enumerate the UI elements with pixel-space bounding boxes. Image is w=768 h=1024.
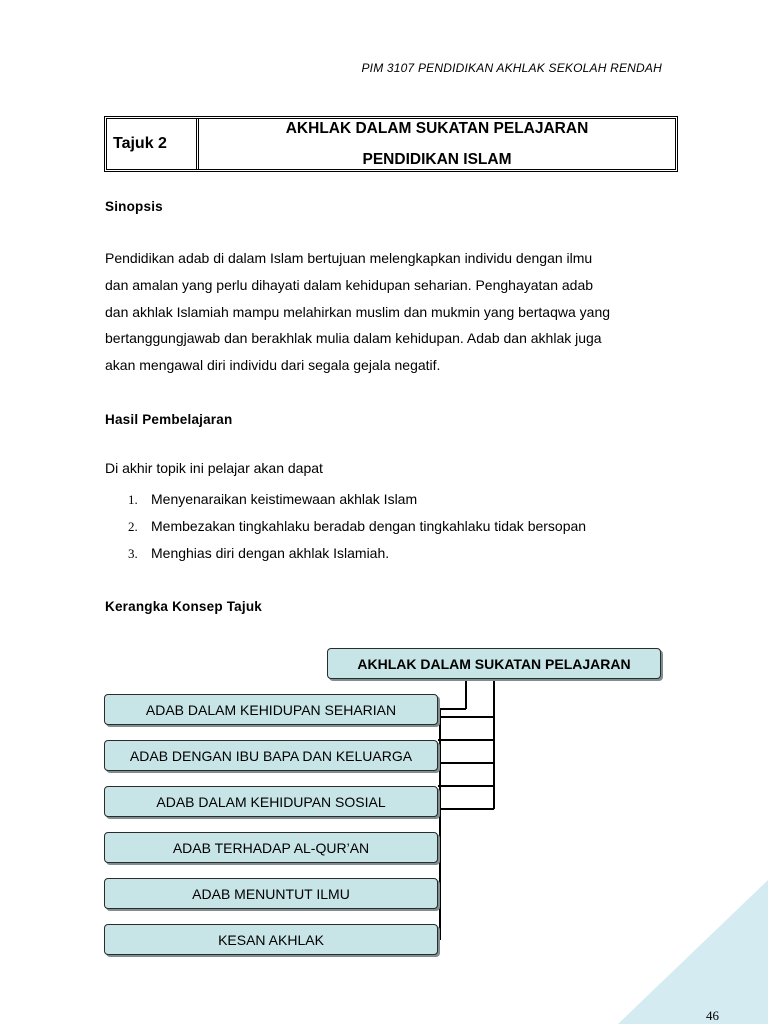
synopsis-heading: Sinopsis xyxy=(105,199,163,214)
synopsis-line: dan akhlak Islamiah mampu melahirkan muslim dan mukmin yang bertaqwa yang xyxy=(105,303,611,320)
framework-heading: Kerangka Konsep Tajuk xyxy=(105,599,262,614)
synopsis-line: Pendidikan adab di dalam Islam bertujuan melengkapkan individu dengan ilmu xyxy=(105,250,593,266)
topic-label: Tajuk 2 xyxy=(107,119,199,169)
topic-title-line-2: PENDIDIKAN ISLAM xyxy=(362,151,512,168)
outcomes-heading: Hasil Pembelajaran xyxy=(105,412,233,427)
list-text: Membezakan tingkahlaku beradab dengan tingkahlaku tidak bersopan xyxy=(151,518,587,534)
list-number: 1. xyxy=(128,492,138,507)
list-text: Menyenaraikan keistimewaan akhlak Islam xyxy=(151,491,418,507)
list-number: 3. xyxy=(128,546,138,561)
topic-title-line-1: AKHLAK DALAM SUKATAN PELAJARAN xyxy=(285,120,589,137)
synopsis-line: dan amalan yang perlu dihayati dalam kehidupan seharian. Penghayatan adab xyxy=(105,276,594,293)
framework-node: ADAB DALAM KEHIDUPAN SEHARIAN xyxy=(104,694,438,725)
framework-node: ADAB MENUNTUT ILMU xyxy=(104,878,438,909)
list-text: Menghias diri dengan akhlak Islamiah. xyxy=(151,545,390,561)
list-number: 2. xyxy=(128,519,138,534)
running-header: PIM 3107 PENDIDIKAN AKHLAK SEKOLAH RENDAH xyxy=(361,61,662,75)
synopsis-line: akan mengawal diri individu dari segala gejala negatif. xyxy=(105,357,441,374)
page-number: 46 xyxy=(706,1008,719,1023)
framework-main-node: AKHLAK DALAM SUKATAN PELAJARAN xyxy=(327,648,661,679)
framework-node: ADAB DALAM KEHIDUPAN SOSIAL xyxy=(104,786,438,817)
framework-node: ADAB TERHADAP AL-QUR’AN xyxy=(104,832,438,863)
framework-node: KESAN AKHLAK xyxy=(104,924,438,955)
synopsis-line: bertanggungjawab dan berakhlak mulia dalam kehidupan. Adab dan akhlak juga xyxy=(105,330,602,347)
outcomes-intro: Di akhir topik ini pelajar akan dapat xyxy=(105,460,323,476)
framework-node: ADAB DENGAN IBU BAPA DAN KELUARGA xyxy=(104,740,438,771)
